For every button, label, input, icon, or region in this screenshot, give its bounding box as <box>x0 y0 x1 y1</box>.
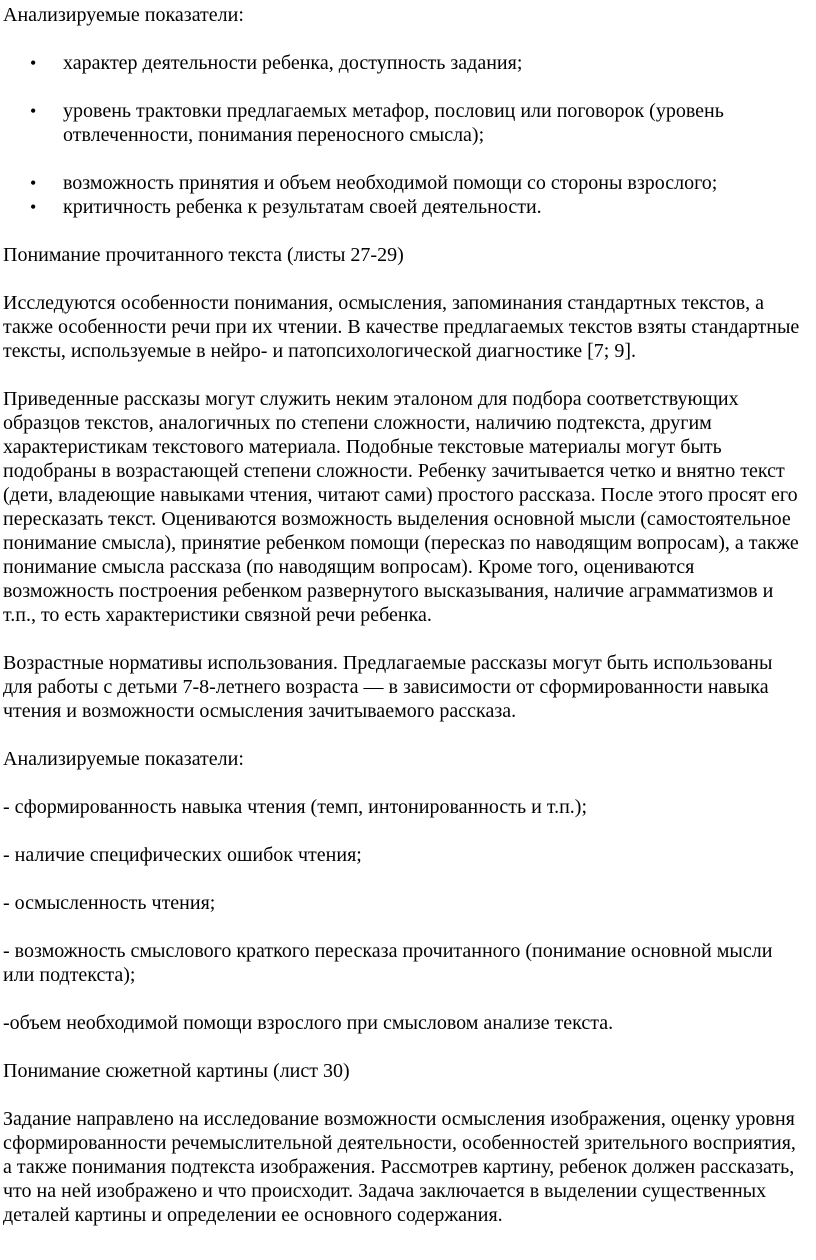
bullet-item: • возможность принятия и объем необходимой помощи со стороны взрослого; <box>63 171 802 195</box>
paragraph: Задание направлено на исследование возможности осмысления изображения, оценку уровня сформированности речемыслительной деятельности, особенностей зрительного восприятия, а также понимания подтекста изображения. Рассмотрев картину, ребенок должен рассказать, что на ней изображено и что происходит. Задача заключается в выделении существенных деталей картины и определении ее основного содержания. <box>3 1108 796 1226</box>
paragraph: Приведенные рассказы могут служить неким эталоном для подбора соответствующих образцов текстов, аналогичных по степени сложности, наличию подтекста, другим характеристикам текстового материала. Подобные текстовые материалы могут быть подобраны в возрастающей степени сложности. Ребенку зачитывается четко и внятно текст (дети, владеющие навыками чтения, читают сами) простого рассказа. После этого просят его пересказать текст. Оцениваются возможность выделения основной мысли (самостоятельное понимание смысла), принятие ребенком помощи (пересказ по наводящим вопросам), а также понимание смысла рассказа (по наводящим вопросам). Кроме того, оцениваются возможность построения ребенком развернутого высказывания, наличие аграмматизмов и т.п., то есть характеристики связной речи ребенка. <box>3 388 799 626</box>
dash-list-item: -объем необходимой помощи взрослого при смысловом анализе текста. <box>3 1012 614 1034</box>
dash-list-item: - сформированность навыка чтения (темп, интонированность и т.п.); <box>3 796 588 818</box>
bullet-item: • уровень трактовки предлагаемых метафор, пословиц или поговорок (уровень отвлеченности, понимания переносного смысла); <box>63 99 802 147</box>
indicators-heading: Анализируемые показатели: <box>3 748 244 770</box>
paragraph: Возрастные нормативы использования. Предлагаемые рассказы могут быть использованы для работы с детьми 7-8-летнего возраста — в зависимости от сформированности навыка чтения и возможности осмысления зачитываемого рассказа. <box>3 652 773 722</box>
bullet-item: • критичность ребенка к результатам своей деятельности. <box>63 195 802 219</box>
indicators-heading: Анализируемые показатели: <box>3 4 244 26</box>
dash-list-item: - наличие специфических ошибок чтения; <box>3 844 362 866</box>
dash-list-item: - осмысленность чтения; <box>3 892 216 914</box>
dash-list-item: - возможность смыслового краткого пересказа прочитанного (понимание основной мысли или подтекста); <box>3 940 773 986</box>
bullet-item: • характер деятельности ребенка, доступность задания; <box>63 51 802 75</box>
section-title-reading: Понимание прочитанного текста (листы 27-29) <box>3 244 404 266</box>
section-title-picture: Понимание сюжетной картины (лист 30) <box>3 1060 350 1082</box>
paragraph: Исследуются особенности понимания, осмысления, запоминания стандартных текстов, а также особенности речи при их чтении. В качестве предлагаемых текстов взяты стандартные тексты, используемые в нейро- и патопсихологической диагностике [7; 9]. <box>3 292 800 362</box>
